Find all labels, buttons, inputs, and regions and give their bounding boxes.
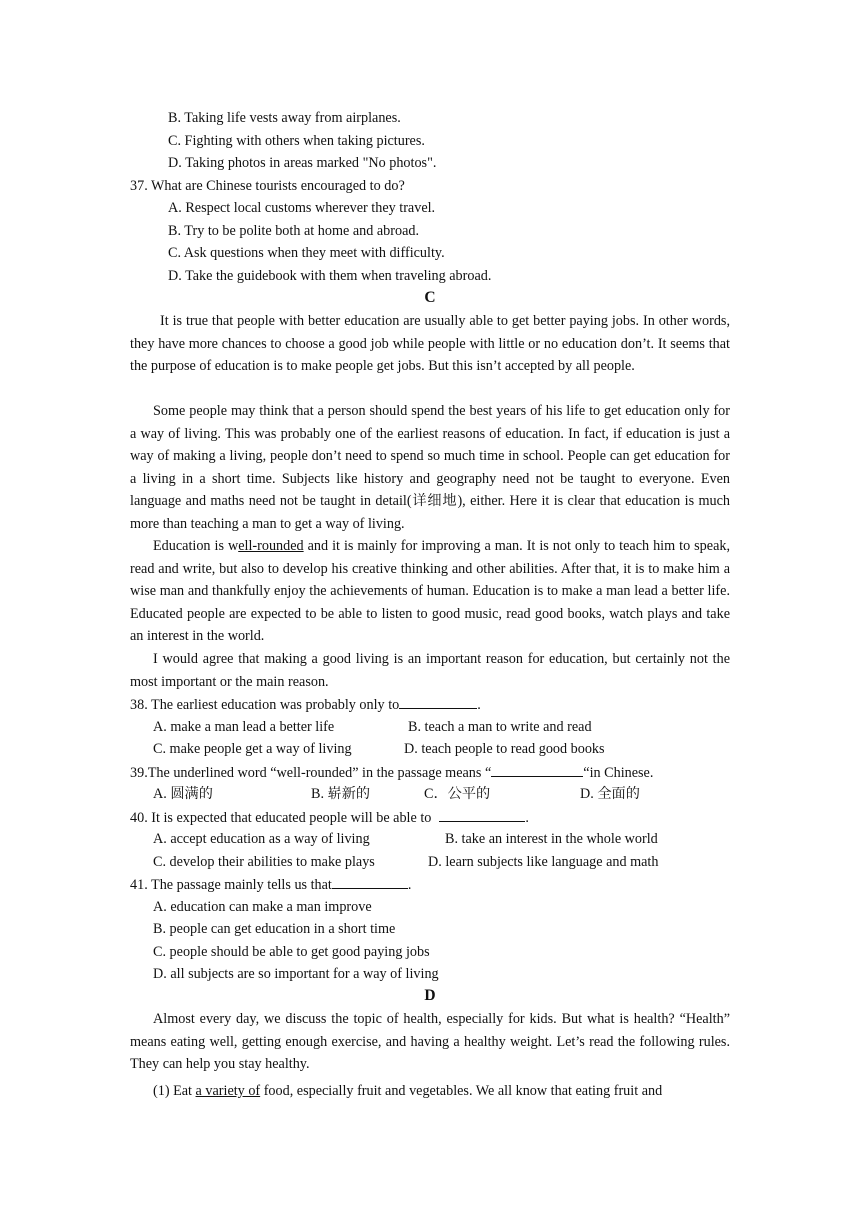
paragraph-3-rest: and it is mainly for improving a man. It is not only to teach him to speak, read and write, but also to develop his creative thinking and other abilities. After that, it is to make him a wise man and thankfully enjoy the achievements of human. Education is to make a man lead a better life. Educated people are expected to be able to listen to good music, read good books, watch plays and take an interest in the world. bbox=[130, 538, 731, 644]
q39-stem-text: 39.The underlined word “well-rounded” in the passage means “ bbox=[130, 765, 492, 781]
answer-blank bbox=[332, 874, 408, 889]
q37-option-c: C. Ask questions when they meet with difficulty. bbox=[168, 245, 445, 261]
q36-option-b: B. Taking life vests away from airplanes. bbox=[168, 110, 401, 126]
q36-option-d: D. Taking photos in areas marked "No photos". bbox=[168, 155, 437, 171]
q39-stem-end: “in Chinese. bbox=[583, 765, 654, 781]
section-c-heading: C bbox=[424, 289, 436, 306]
q39-stem bbox=[130, 762, 653, 783]
q38-period: . bbox=[477, 697, 481, 713]
q40-option-a: A. accept education as a way of living bbox=[153, 831, 370, 847]
q40-stem-text: 40. It is expected that educated people will be able to bbox=[130, 810, 432, 826]
q41-option-b: B. people can get education in a short time bbox=[153, 921, 396, 937]
paragraph-3-lead: Education is w bbox=[153, 538, 239, 554]
q38-stem bbox=[130, 694, 481, 715]
section-c-paragraph-2: Some people may think that a person should spend the best years of his life to get education only for a way of living. This was probably one of the earliest reasons of education. In fact, if education is just a way of making a living, people don’t need to spend so much time in school. People can get education for a living in a short time. Subjects like history and geography need not be taught to everyone. Even language and maths need not be taught in detail(详细地), either. Here it is clear that education is much more than teaching a man to get a way of living. bbox=[130, 403, 730, 532]
q41-option-c: C. people should be able to get good paying jobs bbox=[153, 944, 430, 960]
q41-option-a: A. education can make a man improve bbox=[153, 899, 372, 915]
answer-blank bbox=[439, 807, 525, 822]
q38-option-d: D. teach people to read good books bbox=[404, 741, 605, 757]
q37-option-a: A. Respect local customs wherever they travel. bbox=[168, 200, 436, 216]
q37-stem: 37. What are Chinese tourists encouraged to do? bbox=[130, 178, 405, 194]
section-c-paragraph-1: It is true that people with better education are usually able to get better paying jobs. In other words, they have more chances to choose a good job while people with little or no education don’t. It seems that the purpose of education is to make people get jobs. But this isn’t accepted by all people. bbox=[130, 313, 730, 374]
underlined-phrase-a-variety-of: a variety of bbox=[195, 1083, 261, 1099]
q39-option-d: D. 全面的 bbox=[580, 786, 640, 802]
answer-blank bbox=[491, 762, 583, 777]
q38-option-b: B. teach a man to write and read bbox=[408, 719, 592, 735]
q41-stem bbox=[130, 874, 411, 895]
q37-option-d: D. Take the guidebook with them when traveling abroad. bbox=[168, 268, 492, 284]
q38-option-a: A. make a man lead a better life bbox=[153, 719, 335, 735]
q41-stem-text: 41. The passage mainly tells us that bbox=[130, 877, 332, 893]
q41-option-d: D. all subjects are so important for a way of living bbox=[153, 966, 439, 982]
q36-option-c: C. Fighting with others when taking pictures. bbox=[168, 133, 425, 149]
section-d-paragraph-1: Almost every day, we discuss the topic of health, especially for kids. But what is health? “Health” means eating well, getting enough exercise, and having a healthy weight. Let’s read the following rules. They can help you stay healthy. bbox=[130, 1011, 730, 1072]
q39-option-c: C．公平的 bbox=[424, 786, 491, 802]
q40-option-d: D. learn subjects like language and math bbox=[428, 854, 659, 870]
q38-stem-text: 38. The earliest education was probably only to bbox=[130, 697, 400, 713]
q40-option-c: C. develop their abilities to make plays bbox=[153, 854, 375, 870]
q39-option-b: B. 崭新的 bbox=[311, 786, 371, 802]
q39-option-a: A. 圆满的 bbox=[153, 786, 213, 802]
underlined-word-well-rounded: ell-rounded bbox=[238, 538, 304, 554]
paragraph-lead: (1) Eat bbox=[153, 1083, 196, 1099]
q40-option-b: B. take an interest in the whole world bbox=[445, 831, 658, 847]
section-d-paragraph-2 bbox=[130, 1080, 730, 1103]
section-c-paragraph-4: I would agree that making a good living is an important reason for education, but certainly not the most important or the main reason. bbox=[130, 651, 730, 690]
q40-period: . bbox=[525, 810, 529, 826]
paragraph-rest: food, especially fruit and vegetables. We all know that eating fruit and bbox=[260, 1083, 663, 1099]
answer-blank bbox=[399, 694, 477, 709]
section-d-heading: D bbox=[424, 987, 436, 1004]
q37-option-b: B. Try to be polite both at home and abroad. bbox=[168, 223, 420, 239]
section-c-paragraph-3 bbox=[130, 535, 730, 648]
q41-period: . bbox=[407, 877, 412, 893]
q40-stem bbox=[130, 807, 529, 828]
q38-option-c: C. make people get a way of living bbox=[153, 741, 352, 757]
